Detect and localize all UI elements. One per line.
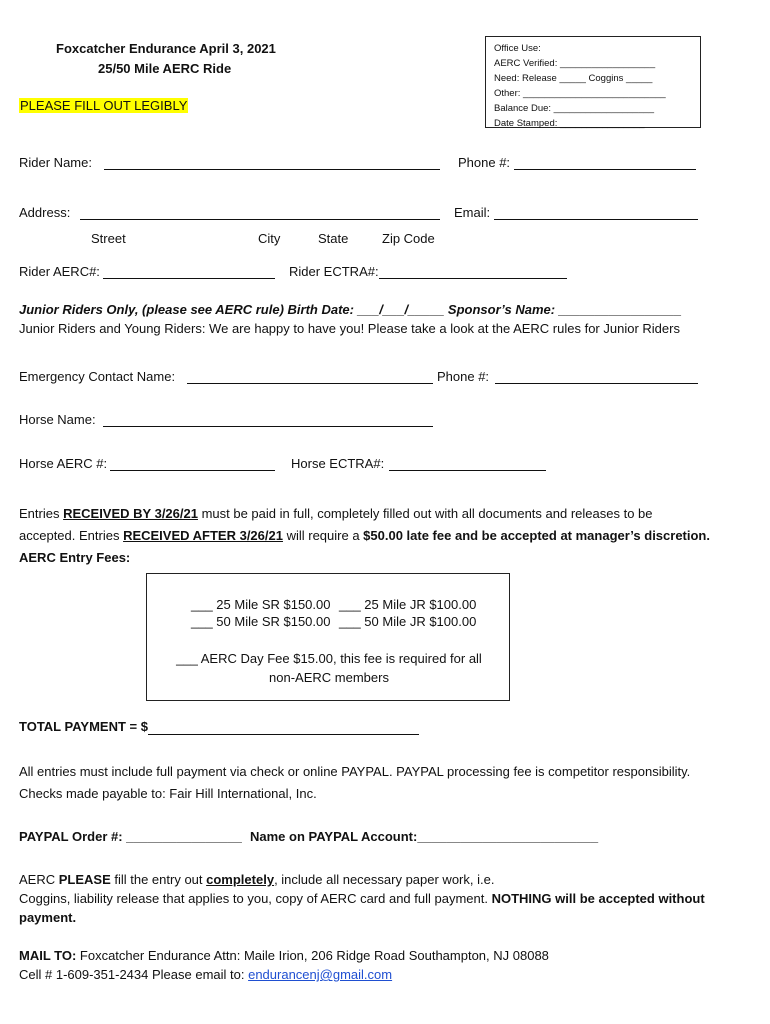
aerc-day-fee[interactable]: ___ AERC Day Fee $15.00, this fee is required for all [176,651,482,666]
office-aerc-verified: AERC Verified: __________________ [494,58,656,69]
instructions-line3: payment. [19,910,77,925]
paypal-name-label: Name on PAYPAL Account:_________________________ [250,829,599,844]
email-label: Email: [454,205,491,220]
contact-line: Cell # 1-609-351-2434 Please email to: endurancenj@gmail.com [19,967,393,982]
fee-25-jr[interactable]: ___ 25 Mile JR $100.00 [339,597,477,612]
horse-aerc-field[interactable] [110,470,275,471]
horse-ectra-field[interactable] [389,470,546,471]
street-caption: Street [91,231,126,246]
horse-name-field[interactable] [103,426,433,427]
checks-payable: Checks made payable to: Fair Hill International, Inc. [19,786,317,801]
paypal-order-label: PAYPAL Order #: ________________ [19,829,242,844]
rider-name-label: Rider Name: [19,155,92,170]
mail-to-line: MAIL TO: Foxcatcher Endurance Attn: Maile Irion, 206 Ridge Road Southampton, NJ 08088 [19,948,549,963]
address-field[interactable] [80,219,440,220]
instructions-line1: AERC PLEASE fill the entry out completely, include all necessary paper work, i.e. [19,872,495,887]
aerc-day-fee-note: non-AERC members [269,670,389,685]
rider-name-field[interactable] [104,169,440,170]
horse-name-label: Horse Name: [19,412,96,427]
payment-policy: All entries must include full payment via check or online PAYPAL. PAYPAL processing fee is competitor responsibility. [19,764,691,779]
emergency-contact-label: Emergency Contact Name: [19,369,176,384]
email-link[interactable]: endurancenj@gmail.com [248,967,393,982]
email-field[interactable] [494,219,698,220]
junior-riders-line: Junior Riders Only, (please see AERC rule) Birth Date: ___/___/_____ Sponsor’s Name: _________________ [19,302,682,317]
horse-aerc-label: Horse AERC #: [19,456,108,471]
entries-deadline-line1: Entries RECEIVED BY 3/26/21 must be paid in full, completely filled out with all documents and releases to be [19,506,653,521]
state-caption: State [318,231,349,246]
event-title: Foxcatcher Endurance April 3, 2021 [56,41,276,56]
emergency-phone-field[interactable] [495,383,698,384]
instructions-line2: Coggins, liability release that applies to you, copy of AERC card and full payment. NOTHING will be accepted without [19,891,705,906]
zip-caption: Zip Code [382,231,435,246]
entry-fees-heading: AERC Entry Fees: [19,550,131,565]
rider-phone-field[interactable] [514,169,696,170]
office-date-stamped: Date Stamped: ________________ [494,118,645,129]
emergency-contact-field[interactable] [187,383,433,384]
total-payment-label: TOTAL PAYMENT = $ [19,719,148,734]
office-need: Need: Release _____ Coggins _____ [494,73,653,84]
office-use-box [485,36,701,128]
fee-50-jr[interactable]: ___ 50 Mile JR $100.00 [339,614,477,629]
junior-riders-note: Junior Riders and Young Riders: We are happy to have you! Please take a look at the AERC rules for Junior Riders [19,321,680,336]
rider-ectra-field[interactable] [379,278,567,279]
fee-25-sr[interactable]: ___ 25 Mile SR $150.00 [191,597,331,612]
legibility-notice: PLEASE FILL OUT LEGIBLY [20,98,188,113]
event-subtitle: 25/50 Mile AERC Ride [98,61,232,76]
emergency-phone-label: Phone #: [437,369,490,384]
city-caption: City [258,231,281,246]
rider-phone-label: Phone #: [458,155,511,170]
fee-50-sr[interactable]: ___ 50 Mile SR $150.00 [191,614,331,629]
address-label: Address: [19,205,71,220]
office-use-heading: Office Use: [494,43,541,54]
horse-ectra-label: Horse ECTRA#: [291,456,385,471]
total-payment-field[interactable] [148,734,419,735]
rider-ectra-label: Rider ECTRA#: [289,264,379,279]
office-other: Other: ___________________________ [494,88,666,99]
entries-deadline-line2: accepted. Entries RECEIVED AFTER 3/26/21 will require a $50.00 late fee and be accepted at manager’s discretion. [19,528,710,543]
rider-aerc-field[interactable] [103,278,275,279]
office-balance-due: Balance Due: ___________________ [494,103,655,114]
rider-aerc-label: Rider AERC#: [19,264,100,279]
